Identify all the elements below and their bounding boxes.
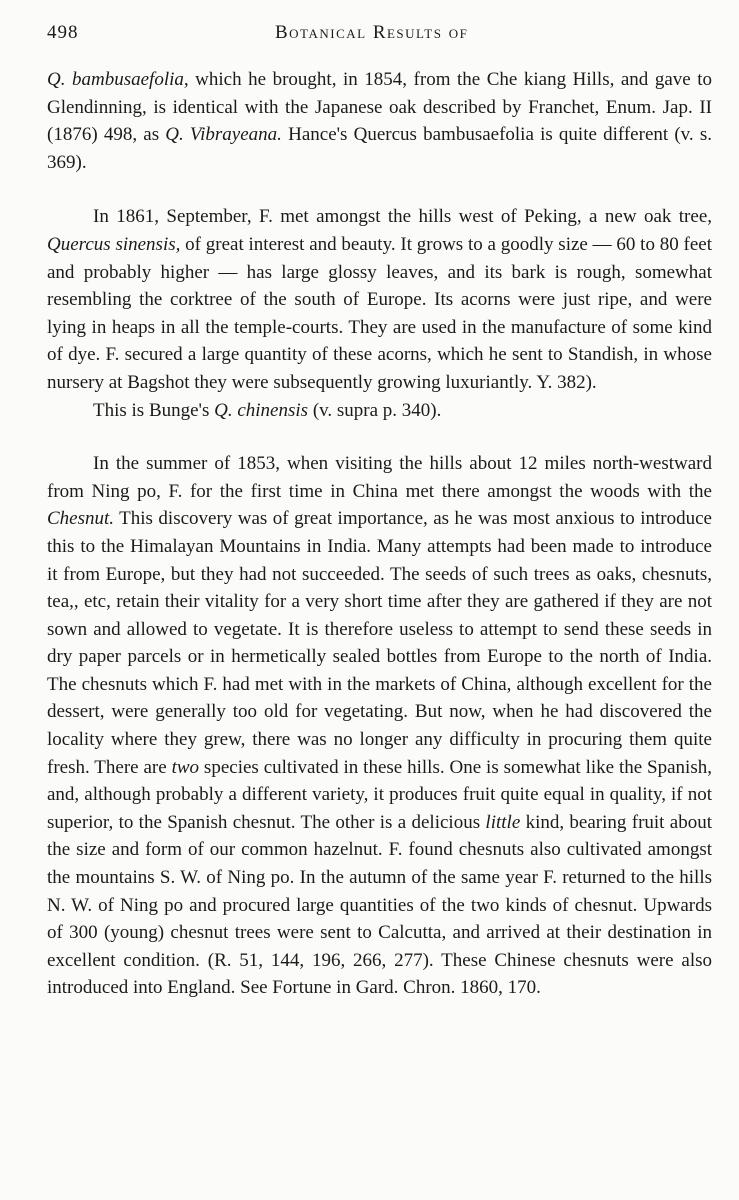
body-text: This is Bunge's	[93, 399, 215, 421]
body-text: In the summer of 1853, when visiting the hills about 12 miles north-westward from Ning po, F. for the first time in China met there amongst the woods with the	[47, 453, 712, 502]
italic-text: Q. chinensis	[214, 399, 309, 421]
body-text: kind, bearing fruit about the size and form of our common hazelnut. F. found chesnuts also cultivated amongst the mountains S. W. of Ning po. In the autumn of the same year F. returned to the hills N. W. of Ning po and procured large quantities of the two kinds of chesnut. Upwards of 300 (young) chesnut trees were sent to Calcutta, and arrived at their destination in excellent condition. (R. 51, 144, 196, 266, 277). These Chinese chesnuts were also introduced into England. See Fortune in Gard. Chron. 1860, 170.	[47, 811, 712, 999]
paragraph-gap	[47, 176, 712, 203]
body-text: This discovery was of great importance, as he was most anxious to introduce this to the Himalayan Mountains in India. Many attempts had been made to introduce it from Europe, but they had not succeeded. The seeds of such trees as oaks, chesnuts, tea,, etc, retain their vitality for a very short time after they are gathered if they are not sown and allowed to vegetate. It is therefore useless to attempt to send these seeds in dry paper parcels or in hermetically sealed bottles from Europe to the north of India. The chesnuts which F. had met with in the markets of China, although excellent for the dessert, were generally too old for vegetating. But now, when he had discovered the locality where they grew, there was no longer any difficulty in procuring them quite fresh. There are	[47, 508, 712, 778]
italic-text: two	[171, 756, 200, 778]
running-title: Botanical Results of	[275, 22, 469, 43]
paragraph-p2	[47, 203, 712, 396]
body-text: of great interest and beauty. It grows to a goodly size — 60 to 80 feet and probably higher — has large glossy leaves, and its bark is rough, somewhat resembling the corktree of the south of Europe. Its acorns were just ripe, and were lying in heaps in all the temple-courts. They are used in the manufacture of some kind of dye. F. secured a large quantity of these acorns, which he sent to Standish, in whose nursery at Bagshot they were subsequently growing luxuriantly. Y. 382).	[47, 233, 712, 393]
body-text: which he brought, in 1854, from the Che kiang Hills, and gave to Glendinning, is identical with the Japanese oak described by Franchet, Enum. Jap. II (1876) 498, as	[47, 69, 712, 146]
page-number: 498	[47, 22, 79, 43]
page-body	[47, 66, 712, 1002]
body-text: (v. supra p. 340).	[308, 399, 442, 421]
paragraph-gap	[47, 424, 712, 450]
italic-text: little	[485, 811, 521, 833]
italic-text: Quercus sinensis,	[47, 233, 181, 255]
italic-text: Chesnut.	[47, 508, 115, 530]
italic-text: Q. bambusaefolia,	[47, 69, 189, 90]
paragraph-p4	[47, 450, 712, 1002]
body-text: species cultivated in these hills. One is somewhat like the Spanish, and, although probably a different variety, it produces fruit quite equal in quality, if not superior, to the Spanish chesnut. The other is a delicious	[47, 756, 712, 833]
body-text: In 1861, September, F. met amongst the hills west of Peking, a new oak tree,	[93, 206, 712, 228]
paragraph-p1	[47, 66, 712, 176]
body-text: Hance's Quercus bambusaefolia is quite different (v. s. 369).	[47, 124, 712, 173]
paragraph-p3	[47, 397, 712, 425]
italic-text: Q. Vibrayeana.	[165, 124, 282, 146]
page-header	[47, 18, 692, 48]
